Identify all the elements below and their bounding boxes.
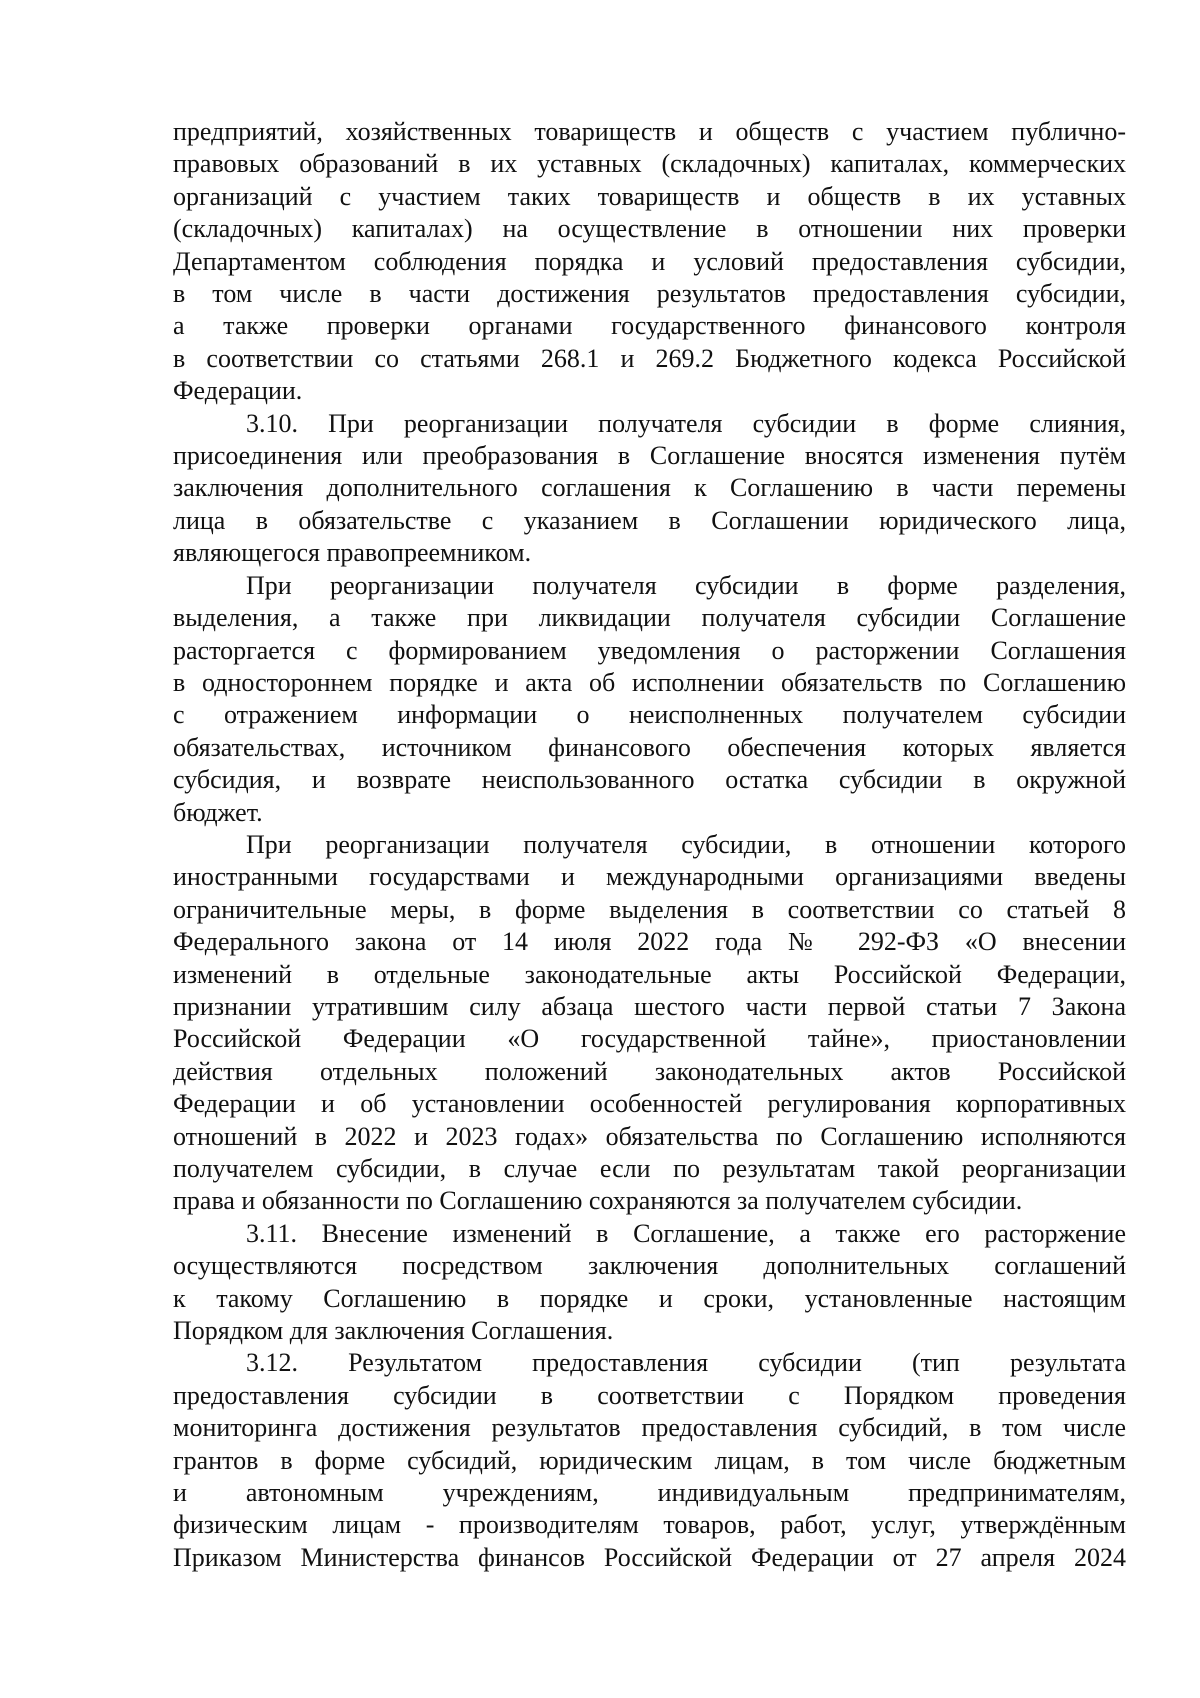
text-line: Российской Федерации «О государственной тайне», приостановлении: [173, 1024, 1126, 1054]
text-line: осуществляются посредством заключения дополнительных соглашений: [173, 1251, 1126, 1281]
text-line: к такому Соглашению в порядке и сроки, установленные настоящим: [173, 1283, 1126, 1313]
text-line: расторгается с формированием уведомления о расторжении Соглашения: [173, 635, 1126, 665]
text-line: присоединения или преобразования в Соглашение вносятся изменения путём: [173, 441, 1126, 471]
text-line: Приказом Министерства финансов Российской Федерации от 27 апреля 2024: [173, 1542, 1126, 1572]
text-line: и автономным учреждениям, индивидуальным предпринимателям,: [173, 1478, 1126, 1508]
text-line: изменений в отдельные законодательные акты Российской Федерации,: [173, 959, 1126, 989]
text-line: 3.11. Внесение изменений в Соглашение, а также его расторжение: [246, 1218, 1126, 1248]
text-line: Федерации.: [173, 376, 303, 406]
text-line: (складочных) капиталах) на осуществление в отношении них проверки: [173, 214, 1126, 244]
text-line: правовых образований в их уставных (складочных) капиталах, коммерческих: [173, 149, 1126, 179]
text-line: Порядком для заключения Соглашения.: [173, 1316, 614, 1346]
text-line: При реорганизации получателя субсидии, в отношении которого: [246, 829, 1126, 859]
text-line: с отражением информации о неисполненных получателем субсидии: [173, 700, 1126, 730]
text-line: ограничительные меры, в форме выделения в соответствии со статьей 8: [173, 894, 1126, 924]
text-line: получателем субсидии, в случае если по результатам такой реорганизации: [173, 1154, 1126, 1183]
text-line: заключения дополнительного соглашения к Соглашению в части перемены: [173, 473, 1126, 503]
text-line: Федерального закона от 14 июля 2022 года № 292-ФЗ «О внесении: [173, 927, 1126, 957]
text-line: являющегося правопреемником.: [173, 538, 532, 568]
text-line: отношений в 2022 и 2023 годах» обязательства по Соглашению исполняются: [173, 1121, 1126, 1151]
text-line: предприятий, хозяйственных товариществ и обществ с участием публично-: [173, 117, 1126, 146]
text-line: Департаментом соблюдения порядка и условий предоставления субсидии,: [173, 246, 1126, 276]
text-line: бюджет.: [173, 797, 263, 827]
text-line: в том числе в части достижения результатов предоставления субсидии,: [173, 279, 1126, 309]
text-line: мониторинга достижения результатов предоставления субсидий, в том числе: [173, 1413, 1126, 1443]
text-line: 3.10. При реорганизации получателя субсидии в форме слияния,: [246, 408, 1126, 438]
text-line: лица в обязательстве с указанием в Соглашении юридического лица,: [173, 505, 1126, 535]
text-line: действия отдельных положений законодательных актов Российской: [173, 1056, 1126, 1086]
text-line: При реорганизации получателя субсидии в форме разделения,: [246, 570, 1126, 600]
text-line: обязательствах, источником финансового обеспечения которых является: [173, 732, 1126, 762]
text-line: Федерации и об установлении особенностей регулирования корпоративных: [173, 1089, 1126, 1119]
text-line: предоставления субсидии в соответствии с Порядком проведения: [173, 1380, 1126, 1410]
text-line: иностранными государствами и международными организациями введены: [173, 862, 1126, 892]
text-line: субсидия, и возврате неиспользованного остатка субсидии в окружной: [173, 765, 1126, 795]
document-body: [173, 116, 1126, 1574]
text-line: грантов в форме субсидий, юридическим лицам, в том числе бюджетным: [173, 1445, 1126, 1475]
text-line: организаций с участием таких товариществ и обществ в их уставных: [173, 181, 1126, 211]
text-line: физическим лицам - производителям товаров, работ, услуг, утверждённым: [173, 1510, 1126, 1540]
text-line: признании утратившим силу абзаца шестого части первой статьи 7 Закона: [173, 991, 1126, 1021]
text-line: а также проверки органами государственного финансового контроля: [173, 311, 1126, 341]
text-line: 3.12. Результатом предоставления субсидии (тип результата: [246, 1348, 1126, 1378]
text-line: в соответствии со статьями 268.1 и 269.2 Бюджетного кодекса Российской: [173, 343, 1126, 373]
text-line: выделения, а также при ликвидации получателя субсидии Соглашение: [173, 603, 1126, 633]
text-line: права и обязанности по Соглашению сохраняются за получателем субсидии.: [173, 1186, 1023, 1216]
text-line: в одностороннем порядке и акта об исполнении обязательств по Соглашению: [173, 667, 1126, 697]
